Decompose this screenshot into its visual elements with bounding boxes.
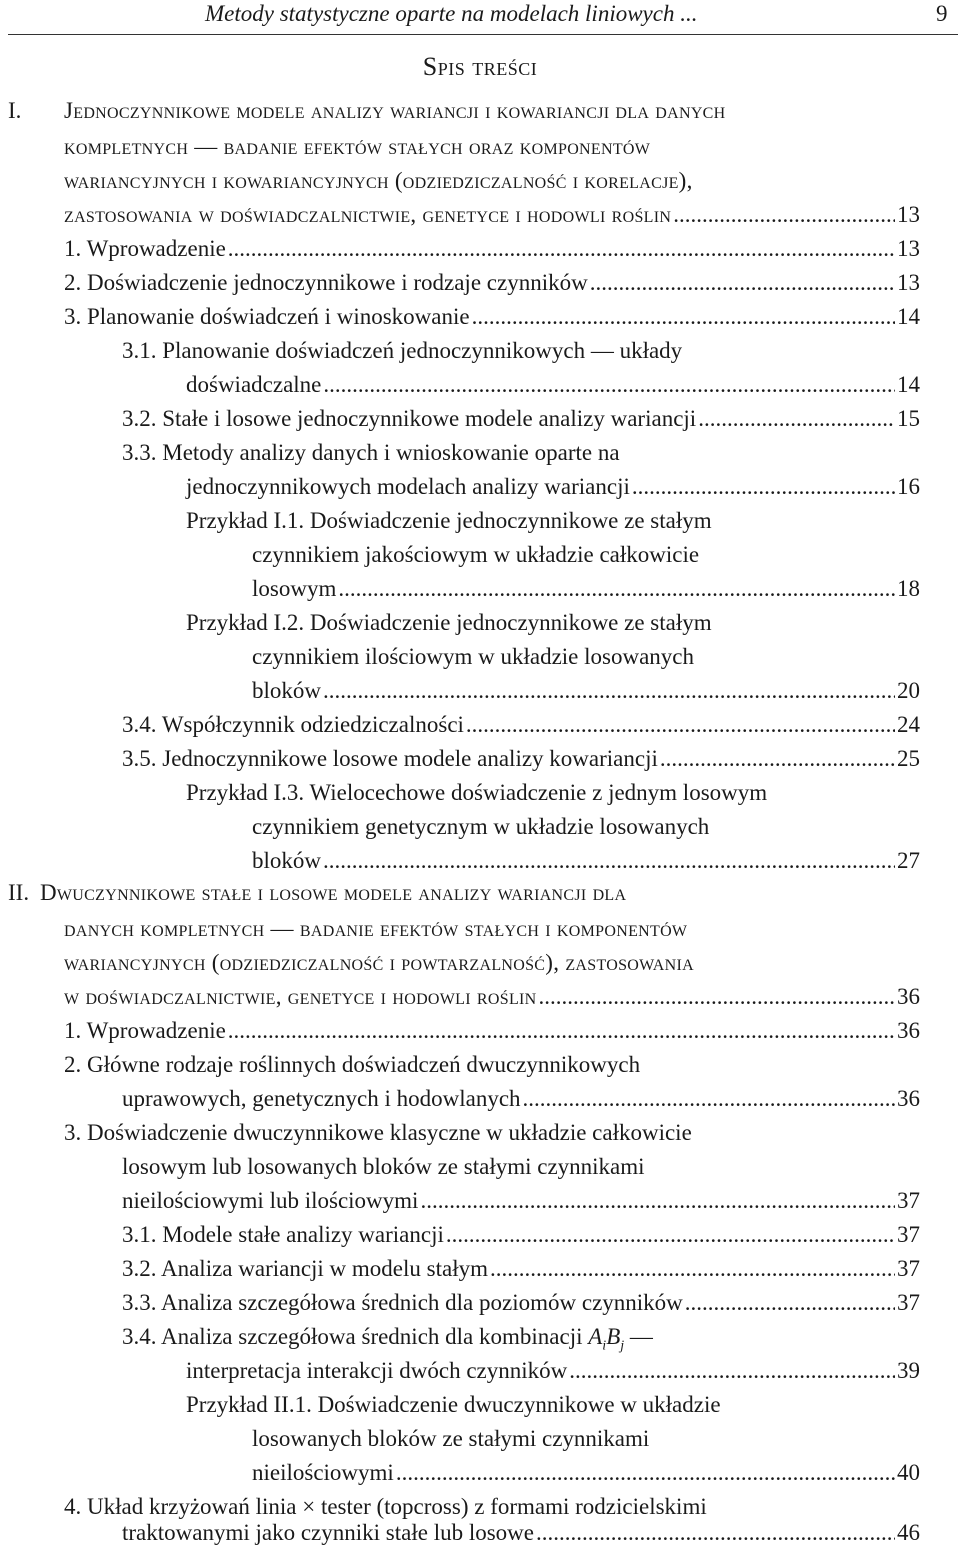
- entry-text: 3.4. Współczynnik odziedziczalności: [122, 712, 464, 737]
- entry-text: 3.1. Modele stałe analizy wariancji: [122, 1222, 444, 1247]
- toc-entry[interactable]: [122, 746, 920, 772]
- entry-text: czynnikiem genetycznym w układzie losowanych: [252, 814, 710, 839]
- toc-entry[interactable]: [252, 848, 920, 874]
- entry-page: 46: [897, 1520, 920, 1545]
- toc-entry[interactable]: [64, 270, 920, 296]
- part-title-line: wariancyjnych i kowariancyjnych (odziedziczalność i korelacje),: [64, 168, 693, 193]
- entry-text: traktowanymi jako czynniki stałe lub losowe: [122, 1520, 534, 1545]
- subscript-i: i: [602, 1338, 607, 1354]
- symbol-b: B: [606, 1324, 621, 1349]
- part-title-line: wariancyjnych (odziedziczalność i powtarzalność), zastosowania: [64, 950, 694, 975]
- entry-text: losowym: [252, 576, 337, 601]
- part-title-line: danych kompletnych — badanie efektów stałych i komponentów: [64, 916, 688, 941]
- toc-entry[interactable]: [64, 1018, 920, 1044]
- entry-text: czynnikiem jakościowym w układzie całkowicie: [252, 542, 700, 567]
- entry-page: 37: [897, 1290, 920, 1315]
- toc-entry[interactable]: [122, 1290, 920, 1316]
- entry-text: 3.4. Analiza szczegółowa średnich dla kombinacji: [122, 1324, 583, 1349]
- entry-page: 37: [897, 1256, 920, 1281]
- entry-text: 1. Wprowadzenie: [64, 236, 226, 261]
- entry-page: 13: [897, 236, 920, 261]
- symbol-a: A: [588, 1324, 603, 1349]
- entry-text: 3. Doświadczenie dwuczynnikowe klasyczne w układzie całkowicie: [64, 1120, 692, 1145]
- leader-dots: [536, 1520, 895, 1546]
- toc-title: Spis treści: [422, 52, 538, 81]
- entry-text: nieilościowymi lub ilościowymi: [122, 1188, 419, 1213]
- toc-entry[interactable]: [122, 1520, 920, 1546]
- entry-text: bloków: [252, 678, 321, 703]
- entry-page: 36: [897, 1086, 920, 1111]
- leader-dots: [698, 406, 895, 432]
- entry-text: 3.2. Stałe i losowe jednoczynnikowe modele analizy wariancji: [122, 406, 697, 431]
- running-title: Metody statystyczne oparte na modelach liniowych ...: [205, 1, 698, 26]
- leader-dots: [396, 1460, 895, 1486]
- entry-text: 3.5. Jednoczynnikowe losowe modele analizy kowariancji: [122, 746, 658, 771]
- part-title-line: kompletnych — badanie efektów stałych oraz komponentów: [64, 134, 651, 159]
- entry-text: 1. Wprowadzenie: [64, 1018, 226, 1043]
- leader-dots: [420, 1188, 895, 1214]
- entry-page: 15: [897, 406, 920, 431]
- entry-text: 3.2. Analiza wariancji w modelu stałym: [122, 1256, 488, 1281]
- toc-entry[interactable]: [122, 712, 920, 738]
- entry-text: nieilościowymi: [252, 1460, 394, 1485]
- entry-page: 36: [897, 1018, 920, 1043]
- toc-entry[interactable]: [252, 576, 920, 602]
- part-numeral: II.: [8, 880, 30, 905]
- entry-page: 25: [897, 746, 920, 771]
- entry-text: 3.1. Planowanie doświadczeń jednoczynnikowych — układy: [122, 338, 683, 363]
- entry-page: 13: [897, 270, 920, 295]
- entry-text: doświadczalne: [186, 372, 322, 397]
- leader-dots: [228, 236, 895, 262]
- subscript-j: j: [620, 1338, 625, 1354]
- entry-page: 37: [897, 1188, 920, 1213]
- toc-entry[interactable]: [64, 304, 920, 330]
- toc-entry[interactable]: [122, 1188, 920, 1214]
- part-title-line: Jednoczynnikowe modele analizy wariancji i kowariancji dla danych: [64, 98, 726, 123]
- toc-entry[interactable]: [252, 678, 920, 704]
- toc-entry[interactable]: [186, 372, 920, 398]
- em-dash: —: [629, 1324, 653, 1349]
- leader-dots: [632, 474, 895, 500]
- entry-text: 4. Układ krzyżowań linia × tester (topcross) z formami rodzicielskimi: [64, 1494, 707, 1519]
- entry-text: losowanych bloków ze stałymi czynnikami: [252, 1426, 650, 1451]
- entry-text: 2. Doświadczenie jednoczynnikowe i rodzaje czynników: [64, 270, 588, 295]
- toc-entry[interactable]: [122, 1086, 920, 1112]
- entry-text: 3.3. Analiza szczegółowa średnich dla poziomów czynników: [122, 1290, 683, 1315]
- entry-text: losowym lub losowanych bloków ze stałymi czynnikami: [122, 1154, 645, 1179]
- entry-page: 37: [897, 1222, 920, 1247]
- entry-text: jednoczynnikowych modelach analizy wariancji: [186, 474, 630, 499]
- toc-entry[interactable]: [122, 406, 920, 432]
- entry-text: bloków: [252, 848, 321, 873]
- entry-text: czynnikiem ilościowym w układzie losowanych: [252, 644, 695, 669]
- leader-dots: [338, 576, 895, 602]
- leader-dots: [685, 1290, 895, 1316]
- entry-page: 20: [897, 678, 920, 703]
- toc-entry[interactable]: [122, 1222, 920, 1248]
- entry-text: w doświadczalnictwie, genetyce i hodowli roślin: [64, 984, 537, 1009]
- entry-page: 18: [897, 576, 920, 601]
- entry-text: interpretacja interakcji dwóch czynników: [186, 1358, 568, 1383]
- entry-text: Przykład I.1. Doświadczenie jednoczynnikowe ze stałym: [186, 508, 712, 533]
- leader-dots: [472, 304, 895, 330]
- entry-page: 16: [897, 474, 920, 499]
- toc-entry[interactable]: [186, 474, 920, 500]
- leader-dots: [323, 372, 895, 398]
- toc-entry[interactable]: [64, 984, 920, 1010]
- leader-dots: [466, 712, 895, 738]
- leader-dots: [590, 270, 895, 296]
- entry-text: Przykład I.2. Doświadczenie jednoczynnikowe ze stałym: [186, 610, 712, 635]
- entry-page: 36: [897, 984, 920, 1009]
- toc-entry[interactable]: [186, 1358, 920, 1384]
- entry-text: 3.3. Metody analizy danych i wnioskowanie oparte na: [122, 440, 620, 465]
- entry-text: zastosowania w doświadczalnictwie, genetyce i hodowli roślin: [64, 202, 672, 227]
- part-title-line: Dwuczynnikowe stałe i losowe modele analizy wariancji dla: [40, 880, 627, 905]
- entry-text: 2. Główne rodzaje roślinnych doświadczeń dwuczynnikowych: [64, 1052, 641, 1077]
- entry-text: Przykład I.3. Wielocechowe doświadczenie z jednym losowym: [186, 780, 768, 805]
- leader-dots: [228, 1018, 895, 1044]
- entry-page: 24: [897, 712, 920, 737]
- entry-page: 39: [897, 1358, 920, 1383]
- leader-dots: [673, 202, 895, 228]
- leader-dots: [539, 984, 895, 1010]
- leader-dots: [446, 1222, 895, 1248]
- toc-entry[interactable]: [64, 202, 920, 228]
- entry-page: 27: [897, 848, 920, 873]
- entry-text: uprawowych, genetycznych i hodowlanych: [122, 1086, 521, 1111]
- page-number: 9: [936, 1, 948, 26]
- toc-entry[interactable]: [122, 1256, 920, 1282]
- leader-dots: [323, 678, 895, 704]
- leader-dots: [323, 848, 895, 874]
- toc-entry[interactable]: [252, 1460, 920, 1486]
- part-numeral: I.: [8, 98, 22, 123]
- leader-dots: [490, 1256, 895, 1282]
- leader-dots: [660, 746, 895, 772]
- leader-dots: [569, 1358, 895, 1384]
- entry-page: 40: [897, 1460, 920, 1485]
- entry-text-with-symbol: [122, 1324, 653, 1355]
- entry-text: 3. Planowanie doświadczeń i winoskowanie: [64, 304, 470, 329]
- entry-page: 14: [897, 372, 920, 397]
- toc-entry[interactable]: [64, 236, 920, 262]
- leader-dots: [523, 1086, 895, 1112]
- entry-text: Przykład II.1. Doświadczenie dwuczynnikowe w układzie: [186, 1392, 721, 1417]
- entry-page: 13: [897, 202, 920, 227]
- entry-page: 14: [897, 304, 920, 329]
